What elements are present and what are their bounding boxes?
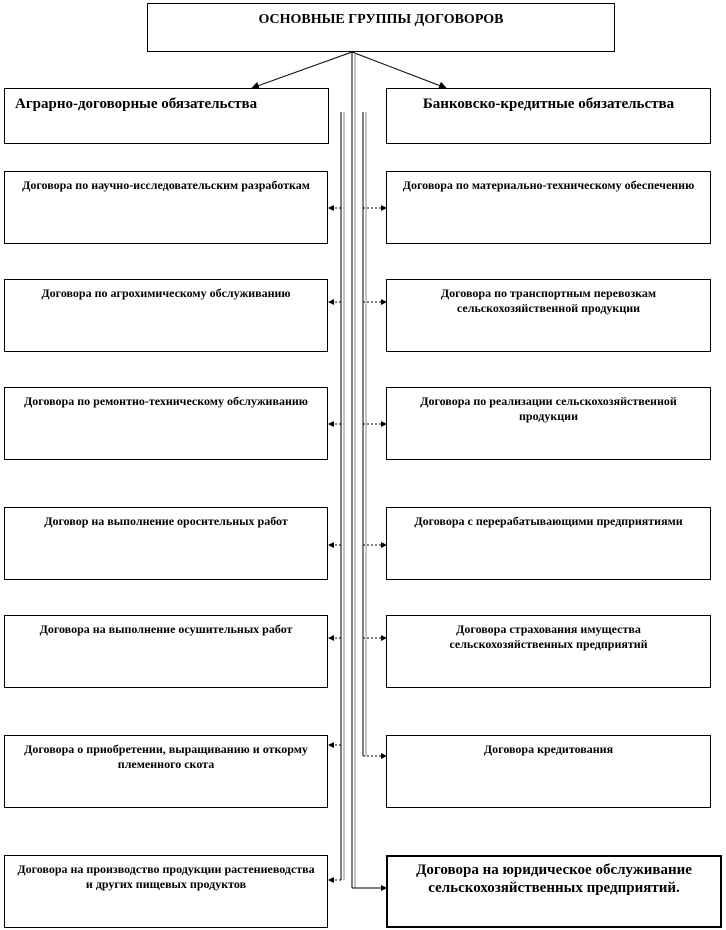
diagram-title: ОСНОВНЫЕ ГРУППЫ ДОГОВОРОВ [147, 3, 615, 52]
right-item-processing: Договора с перерабатывающими предприятиями [386, 507, 711, 580]
left-item-research: Договора по научно-исследовательским разработкам [4, 171, 328, 244]
arrow-to-right-group [352, 52, 446, 88]
left-group-header: Аграрно-договорные обязательства [4, 88, 329, 144]
left-item-production: Договора на производство продукции растениеводства и других пищевых продуктов [4, 855, 328, 928]
right-item-supply: Договора по материально-техническому обеспечению [386, 171, 711, 244]
right-item-legal-services: Договора на юридическое обслуживание сельскохозяйственных предприятий. [386, 855, 722, 928]
right-item-insurance: Договора страхования имущества сельскохозяйственных предприятий [386, 615, 711, 688]
left-item-repair: Договора по ремонтно-техническому обслуживанию [4, 387, 328, 460]
right-item-transport: Договора по транспортным перевозкам сельскохозяйственной продукции [386, 279, 711, 352]
arrow-to-left-group [252, 52, 352, 88]
left-item-drainage: Договора на выполнение осушительных работ [4, 615, 328, 688]
left-branches [329, 208, 341, 880]
left-item-agrochemical: Договора по агрохимическому обслуживанию [4, 279, 328, 352]
right-item-credit: Договора кредитования [386, 735, 711, 808]
right-item-sales: Договора по реализации сельскохозяйственной продукции [386, 387, 711, 460]
left-item-livestock: Договора о приобретении, выращиванию и откорму племенного скота [4, 735, 328, 808]
left-item-irrigation: Договор на выполнение оросительных работ [4, 507, 328, 580]
right-group-header: Банковско-кредитные обязательства [386, 88, 711, 144]
